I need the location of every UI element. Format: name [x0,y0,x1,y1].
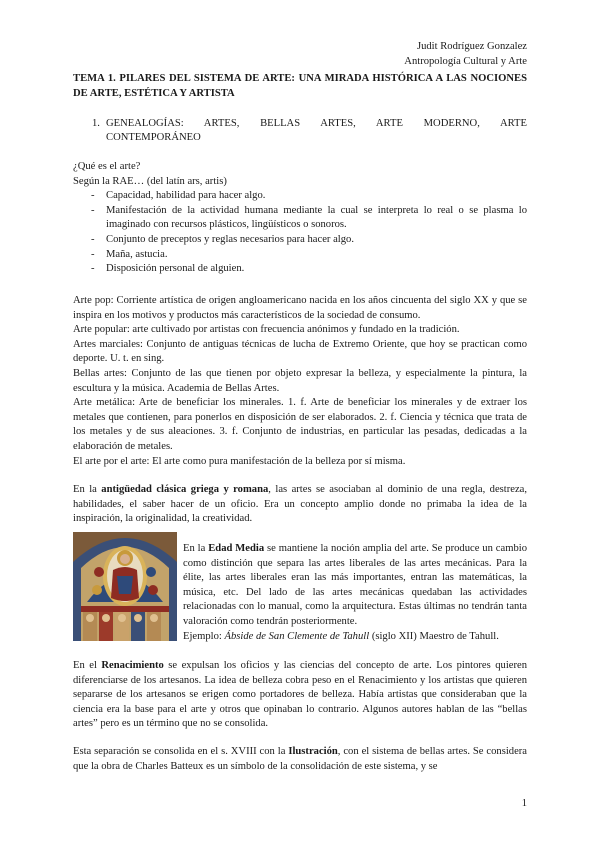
definition-paragraph: Artes marciales: Conjunto de antiguas técnicas de lucha de Extremo Oriente, que hoy se practican como deporte. U. t. en sing. [73,338,527,365]
definition-paragraph: Arte pop: Corriente artística de origen angloamericano nacida en los años cincuenta del siglo XX y que se inspira en los motivos y productos más característicos de la sociedad de consumo. [73,295,527,321]
text-run: Esta separación se consolida en el s. XVIII con la [73,746,289,757]
list-item: - Manifestación de la actividad humana mediante la cual se interpreta lo real o se plasma lo imaginado con recursos plásticos, lingüísticos o sonoros. [73,204,527,233]
edad-media-text [183,542,527,630]
list-item: - Maña, astucia. [73,248,527,263]
bold-term: Edad Media [208,543,265,554]
example-line [183,630,527,645]
bold-term: Renacimiento [101,660,164,671]
antiguedad-text [73,483,527,527]
list-item: - Capacidad, habilidad para hacer algo. [73,189,527,204]
page-header [404,39,527,69]
edad-media-paragraph [183,542,527,644]
question-text: ¿Qué es el arte? [73,161,141,172]
bold-term: Ilustración [288,746,338,757]
section-heading [92,117,527,145]
text-run: En el [73,660,102,671]
definition-paragraph: El arte por el arte: El arte como pura manifestación de la belleza por sí misma. [73,455,406,467]
definition-paragraph: Arte metálica: Arte de beneficiar los minerales. 1. f. Arte de beneficiar los minerales y de extraer los metales que contienen, para ponerlos en disposición de ser elaborados. 2. f. Ciencia y técnica que trata de los metales y de sus aleaciones. 3. f. Conjunto de industrias, en particular las pesadas, dedicadas a la elaboración de metales. [73,397,527,452]
page-number: 1 [521,798,527,809]
text-run: se expulsan los oficios y las ciencias del concepto de arte. Los pintores quieren diferenciarse de los artesanos. La idea de belleza cobra peso en el Renacimiento y los artistas que quieren separarse de los artesanos se erigen como portadores de belleza. Había artistas que consideraban que la ciencia era la base para el arte y otros que opinaban lo contrario. Algunos autores hablan de las “bellas artes” pero es un término que no se consolida. [73,660,527,730]
section-title-line-1: GENEALOGÍAS: ARTES, BELLAS ARTES, ARTE MODERNO, ARTE [106,118,527,129]
artwork-title: Ábside de San Clemente de Tahull [224,630,370,642]
document-title: TEMA 1. PILARES DEL SISTEMA DE ARTE: UNA MIRADA HISTÓRICA A LAS NOCIONES DE ARTE, ESTÉTICA Y ARTISTA [73,73,527,99]
bold-term: antigüedad clásica griega y romana [101,484,269,495]
text-run: En la [183,543,209,554]
renacimiento-paragraph [73,659,527,732]
text-run: se mantiene la noción amplia del arte. Se produce un cambio como distinción que separa las artes liberales de las artes mecánicas. Para la élite, las artes liberales eran las más importantes, entran las matemáticas, la música, etc. Del lado de las artes mecánicas quedaban las actividades relacionadas con lo manual, como la arquitectura. Estas últimas no tendrán tanta valoración como tendrán posteriormente. [183,543,527,627]
rae-definition-list [73,189,527,277]
list-item: - Disposición personal de alguien. [73,262,527,277]
section-number: 1. [92,118,100,129]
definition-paragraph: Bellas artes: Conjunto de las que tienen por objeto expresar la belleza, y especialmente la pintura, la escultura y la música. Academia de Bellas Artes. [73,367,527,394]
definition-paragraph: Arte popular: arte cultivado por artistas con frecuencia anónimos y fundado en la tradición. [73,324,460,336]
author-name: Judit Rodríguez Gonzalez [416,41,527,52]
text-run: , con el sistema de bellas artes. Se considera que la obra de Charles Batteux es un símbolo de la consolidación de este sistema, y se [73,746,528,772]
ilustracion-paragraph [73,745,527,774]
course-name: Antropología Cultural y Arte [404,56,527,67]
text-run: En la [73,484,102,495]
text-run: (siglo XII) Maestro de Tahull. [369,630,499,642]
section-title-line-2: CONTEMPORÁNEO [106,132,201,143]
text-run: , las artes se asociaban al dominio de una regla, destreza, habilidades, el saber hacer de un oficio. Era un concepto amplio donde no primaba la idea de la inspiración, la originalidad, la creatividad. [73,484,527,525]
list-item: - Conjunto de preceptos y reglas necesarios para hacer algo. [73,233,527,248]
renacimiento-text [73,659,527,732]
antiguedad-paragraph [73,483,527,527]
definitions-block [73,294,527,469]
section-title [106,117,527,145]
ilustracion-text [73,745,527,774]
example-label: Ejemplo: [183,630,225,642]
rae-intro: Según la RAE… (del latín ars, artis) [73,175,227,187]
apse-fresco-image [73,532,177,641]
rae-definition-block [73,160,527,277]
